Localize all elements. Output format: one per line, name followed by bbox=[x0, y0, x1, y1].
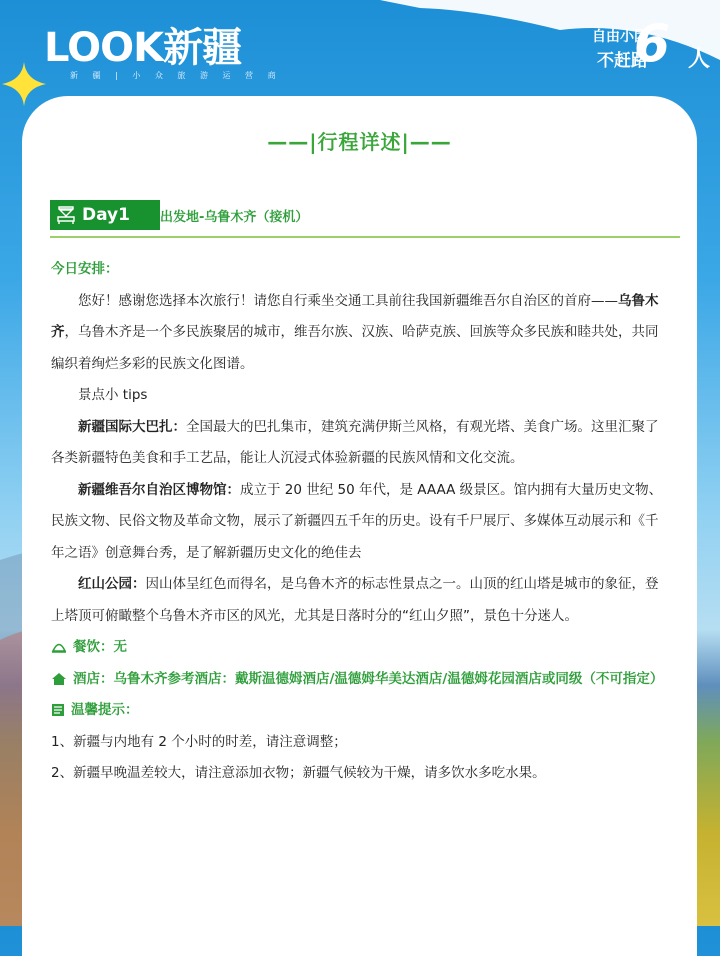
slogan-line1: 自由小团 bbox=[592, 29, 648, 45]
dish-icon bbox=[51, 640, 67, 654]
tips-title: 景点小 tips bbox=[78, 387, 148, 403]
hotel-line bbox=[51, 664, 671, 696]
attraction-name: 红山公园： bbox=[78, 576, 146, 592]
attraction-name: 新疆国际大巴扎： bbox=[78, 418, 186, 435]
note-icon bbox=[51, 703, 65, 717]
attraction-paragraph bbox=[51, 475, 671, 570]
attraction-name: 新疆维吾尔自治区博物馆： bbox=[78, 481, 240, 498]
day-route: 出发地-乌鲁木齐（接机） bbox=[160, 210, 309, 225]
attraction-desc: 因山体呈红色而得名，是乌鲁木齐的标志性景点之一。山顶的红山塔是城市的象征，登上塔顶可俯瞰整个乌鲁木齐市区的风光，尤其是日落时分的“红山夕照”，景色十分迷人。 bbox=[51, 576, 659, 624]
tip-item: 1、新疆与内地有 2 个小时的时差，请注意调整； bbox=[51, 733, 347, 750]
attraction-paragraph bbox=[51, 569, 671, 632]
intro-paragraph bbox=[51, 286, 671, 381]
tips-heading-line bbox=[51, 695, 671, 727]
house-icon bbox=[51, 672, 67, 686]
meal-line bbox=[51, 632, 671, 664]
day-badge bbox=[50, 200, 160, 230]
section-title: ——|行程详述|—— bbox=[267, 130, 452, 154]
itinerary-card bbox=[22, 96, 697, 956]
hotel-text: 酒店：乌鲁木齐参考酒店：戴斯温德姆酒店/温德姆华美达酒店/温德姆花园酒店或同级（不可指定） bbox=[73, 670, 664, 687]
slogan-number: 6 bbox=[633, 14, 670, 74]
bed-icon bbox=[56, 205, 76, 225]
schedule-heading: 今日安排： bbox=[51, 261, 119, 277]
day-content bbox=[51, 254, 671, 790]
sparkle-icon bbox=[2, 62, 46, 106]
attraction-paragraph bbox=[51, 412, 671, 475]
day-label: Day1 bbox=[82, 205, 130, 225]
tips-heading: 温馨提示： bbox=[71, 702, 139, 718]
attraction-desc: 全国最大的巴扎集市，建筑充满伊斯兰风格，有观光塔、美食广场。这里汇聚了各类新疆特色美食和手工艺品，能让人沉浸式体验新疆的民族风情和文化交流。 bbox=[51, 418, 659, 466]
logo-subtitle: 新 疆 | 小 众 旅 游 运 营 商 bbox=[70, 71, 282, 80]
slogan-line2: 不赶路 bbox=[597, 51, 648, 71]
divider bbox=[50, 236, 680, 238]
logo-text: LOOK新疆 bbox=[44, 25, 242, 71]
slogan-unit: 人 bbox=[687, 47, 710, 72]
intro-city: 乌鲁木齐 bbox=[51, 292, 659, 340]
tip-item: 2、新疆早晚温差较大，请注意添加衣物；新疆气候较为干燥，请多饮水多吃水果。 bbox=[51, 765, 546, 781]
brand-logo bbox=[44, 25, 282, 81]
meal-text: 餐饮：无 bbox=[73, 639, 127, 655]
attraction-desc: 成立于 20 世纪 50 年代，是 AAAA 级景区。馆内拥有大量历史文物、民族文物、民俗文物及革命文物，展示了新疆四五千年的历史。设有千尸展厅、多媒体互动展示和《千年之语》创意舞台秀，是了解新疆历史文化的绝佳去 bbox=[51, 481, 663, 561]
intro-text: 您好！感谢您选择本次旅行！请您自行乘坐交通工具前往我国新疆维吾尔自治区的首府—— bbox=[78, 292, 618, 309]
intro-rest: ，乌鲁木齐是一个多民族聚居的城市，维吾尔族、汉族、哈萨克族、回族等众多民族和睦共处，共同编织着绚烂多彩的民族文化图谱。 bbox=[51, 324, 659, 372]
